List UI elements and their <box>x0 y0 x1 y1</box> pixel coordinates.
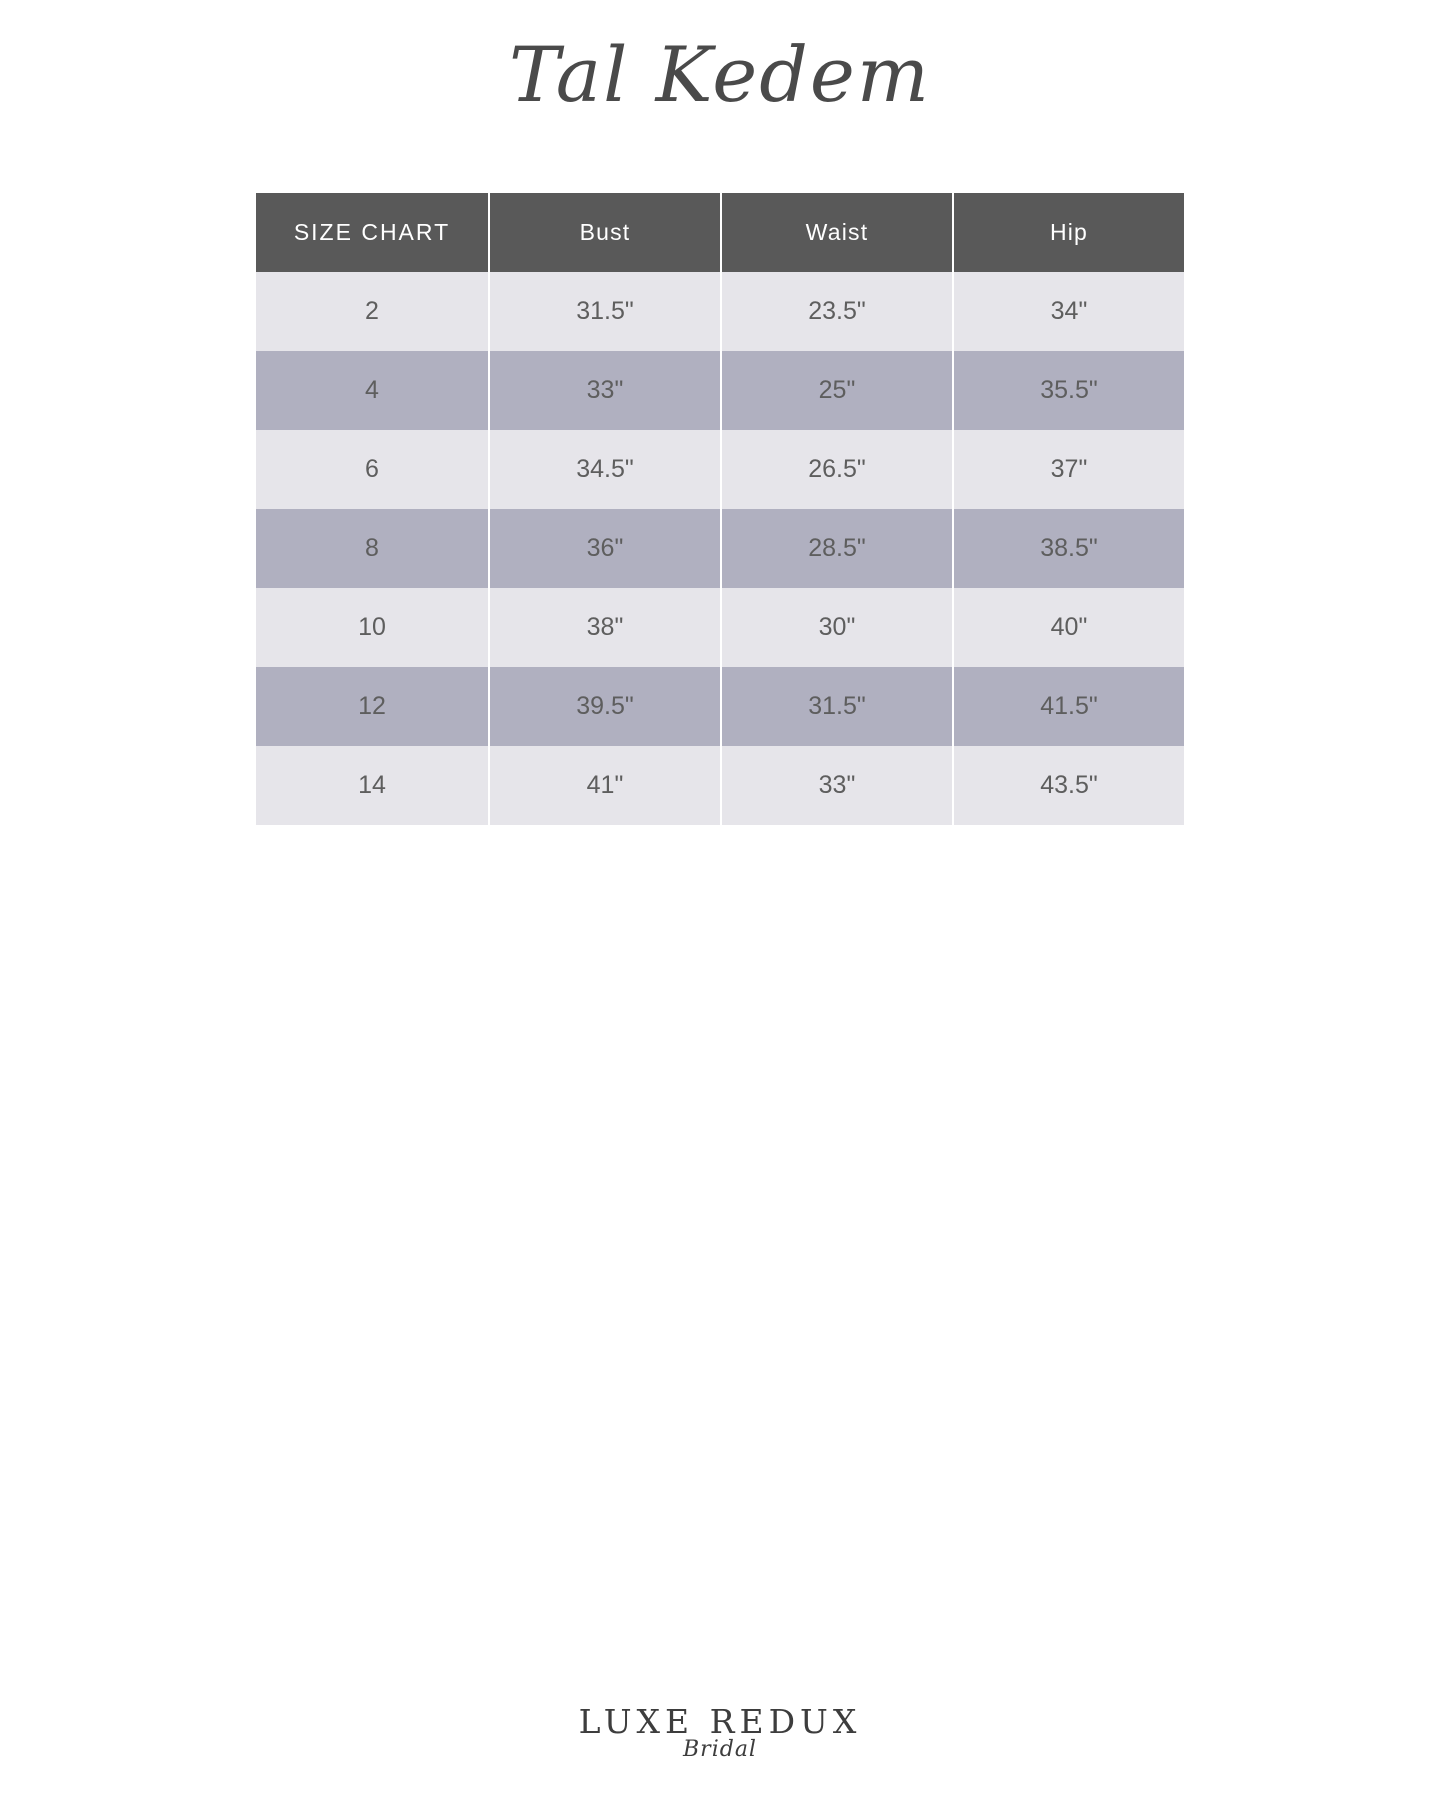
cell-bust: 41" <box>489 746 721 825</box>
cell-size: 8 <box>256 509 489 588</box>
cell-size: 10 <box>256 588 489 667</box>
cell-hip: 38.5" <box>953 509 1184 588</box>
footer-logo-sub: Bridal <box>683 1737 757 1762</box>
cell-hip: 34" <box>953 272 1184 351</box>
cell-hip: 37" <box>953 430 1184 509</box>
cell-size: 14 <box>256 746 489 825</box>
table-row <box>256 272 1184 351</box>
cell-bust: 34.5" <box>489 430 721 509</box>
table-row <box>256 667 1184 746</box>
table-row <box>256 430 1184 509</box>
table-row <box>256 588 1184 667</box>
size-chart-container <box>256 193 1184 825</box>
cell-waist: 25" <box>721 351 953 430</box>
cell-hip: 43.5" <box>953 746 1184 825</box>
cell-waist: 31.5" <box>721 667 953 746</box>
footer-logo-main: LUXE REDUX <box>578 1702 862 1741</box>
column-header-size: SIZE CHART <box>256 193 489 272</box>
cell-waist: 33" <box>721 746 953 825</box>
cell-bust: 33" <box>489 351 721 430</box>
cell-bust: 31.5" <box>489 272 721 351</box>
cell-bust: 36" <box>489 509 721 588</box>
cell-hip: 41.5" <box>953 667 1184 746</box>
table-body <box>256 272 1184 825</box>
cell-size: 12 <box>256 667 489 746</box>
cell-waist: 23.5" <box>721 272 953 351</box>
cell-bust: 39.5" <box>489 667 721 746</box>
cell-hip: 35.5" <box>953 351 1184 430</box>
cell-size: 2 <box>256 272 489 351</box>
column-header-bust: Bust <box>489 193 721 272</box>
table-header-row <box>256 193 1184 272</box>
table-row <box>256 351 1184 430</box>
column-header-waist: Waist <box>721 193 953 272</box>
size-chart-table <box>256 193 1184 825</box>
cell-size: 4 <box>256 351 489 430</box>
cell-waist: 30" <box>721 588 953 667</box>
column-header-hip: Hip <box>953 193 1184 272</box>
footer-logo <box>0 1702 1440 1762</box>
page-title: Tal Kedem <box>509 30 931 119</box>
cell-bust: 38" <box>489 588 721 667</box>
table-row <box>256 746 1184 825</box>
table-header <box>256 193 1184 272</box>
cell-waist: 28.5" <box>721 509 953 588</box>
cell-size: 6 <box>256 430 489 509</box>
table-row <box>256 509 1184 588</box>
cell-waist: 26.5" <box>721 430 953 509</box>
cell-hip: 40" <box>953 588 1184 667</box>
